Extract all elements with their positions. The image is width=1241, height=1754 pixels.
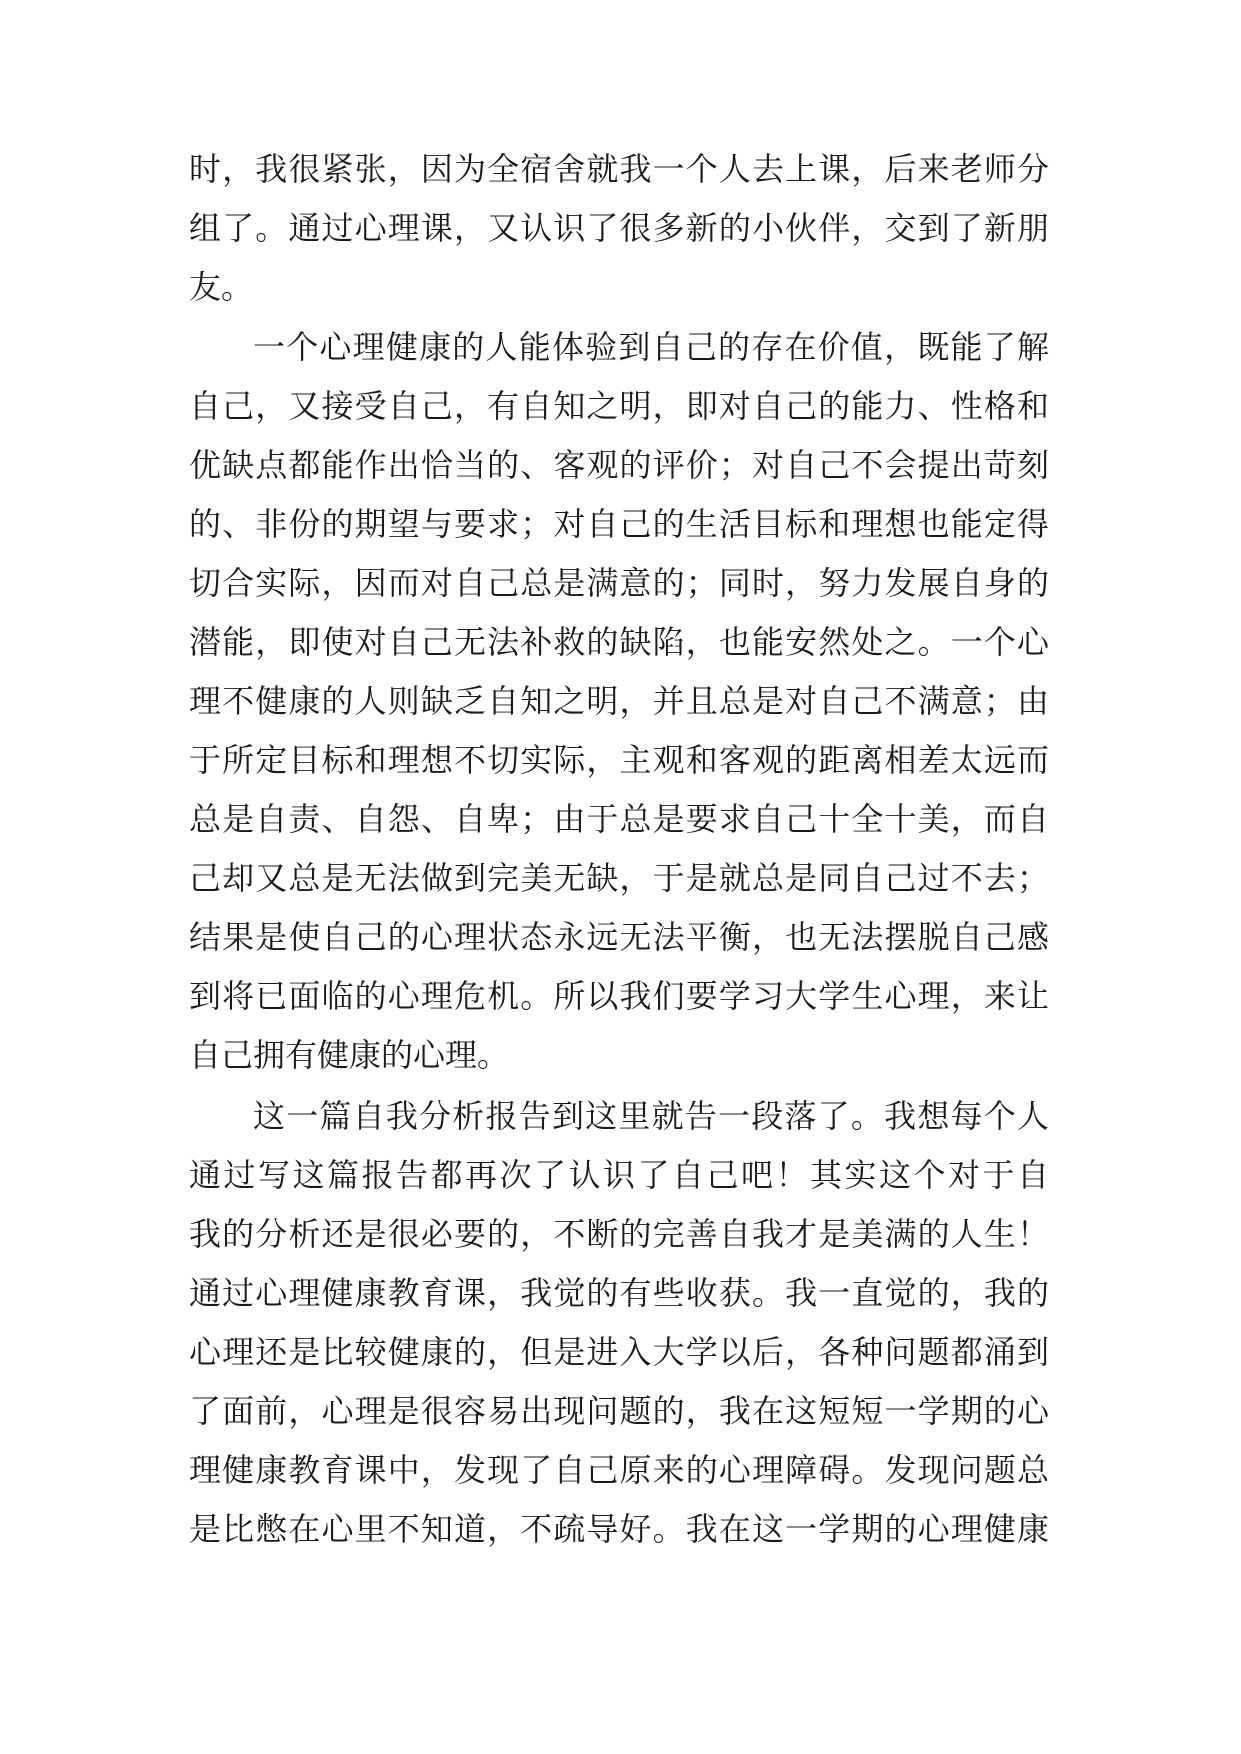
text-line: 我的分析还是很必要的，不断的完善自我才是美满的人生！: [189, 1215, 1049, 1253]
text-line: 是比憋在心里不知道，不疏导好。我在这一学期的心理健康: [189, 1510, 1049, 1548]
text-line: 通过写这篇报告都再次了认识了自己吧！其实这个对于自: [189, 1156, 1049, 1194]
text-line: 心理还是比较健康的，但是进入大学以后，各种问题都涌到: [189, 1333, 1049, 1371]
text-line: 了面前，心理是很容易出现问题的，我在这短短一学期的心: [189, 1392, 1049, 1430]
text-line: 到将已面临的心理危机。所以我们要学习大学生心理，来让: [189, 977, 1049, 1015]
paragraph-first-line: 一个心理健康的人能体验到自己的存在价值，既能了解: [253, 328, 1049, 366]
text-line: 于所定目标和理想不切实际，主观和客观的距离相差太远而: [189, 741, 1049, 779]
text-line: 己却又总是无法做到完美无缺，于是就总是同自己过不去；: [189, 859, 1049, 897]
text-line: 优缺点都能作出恰当的、客观的评价；对自己不会提出苛刻: [189, 446, 1049, 484]
paragraph-first-line: 这一篇自我分析报告到这里就告一段落了。我想每个人: [253, 1097, 1049, 1135]
text-line: 友。: [189, 268, 254, 306]
text-line: 潜能，即使对自己无法补救的缺陷，也能安然处之。一个心: [189, 623, 1049, 661]
text-line: 理健康教育课中，发现了自己原来的心理障碍。发现问题总: [189, 1451, 1049, 1489]
text-line: 理不健康的人则缺乏自知之明，并且总是对自己不满意；由: [189, 682, 1049, 720]
text-line: 自己，又接受自己，有自知之明，即对自己的能力、性格和: [189, 387, 1049, 425]
text-line: 的、非份的期望与要求；对自己的生活目标和理想也能定得: [189, 505, 1049, 543]
text-line: 总是自责、自怨、自卑；由于总是要求自己十全十美，而自: [189, 800, 1049, 838]
text-line: 切合实际，因而对自己总是满意的；同时，努力发展自身的: [189, 564, 1049, 602]
text-line: 时，我很紧张，因为全宿舍就我一个人去上课，后来老师分: [189, 150, 1049, 188]
text-line: 通过心理健康教育课，我觉的有些收获。我一直觉的，我的: [189, 1274, 1049, 1312]
text-line: 组了。通过心理课，又认识了很多新的小伙伴，交到了新朋: [189, 209, 1049, 247]
text-line: 自己拥有健康的心理。: [189, 1036, 510, 1074]
text-line: 结果是使自己的心理状态永远无法平衡，也无法摆脱自己感: [189, 918, 1049, 956]
